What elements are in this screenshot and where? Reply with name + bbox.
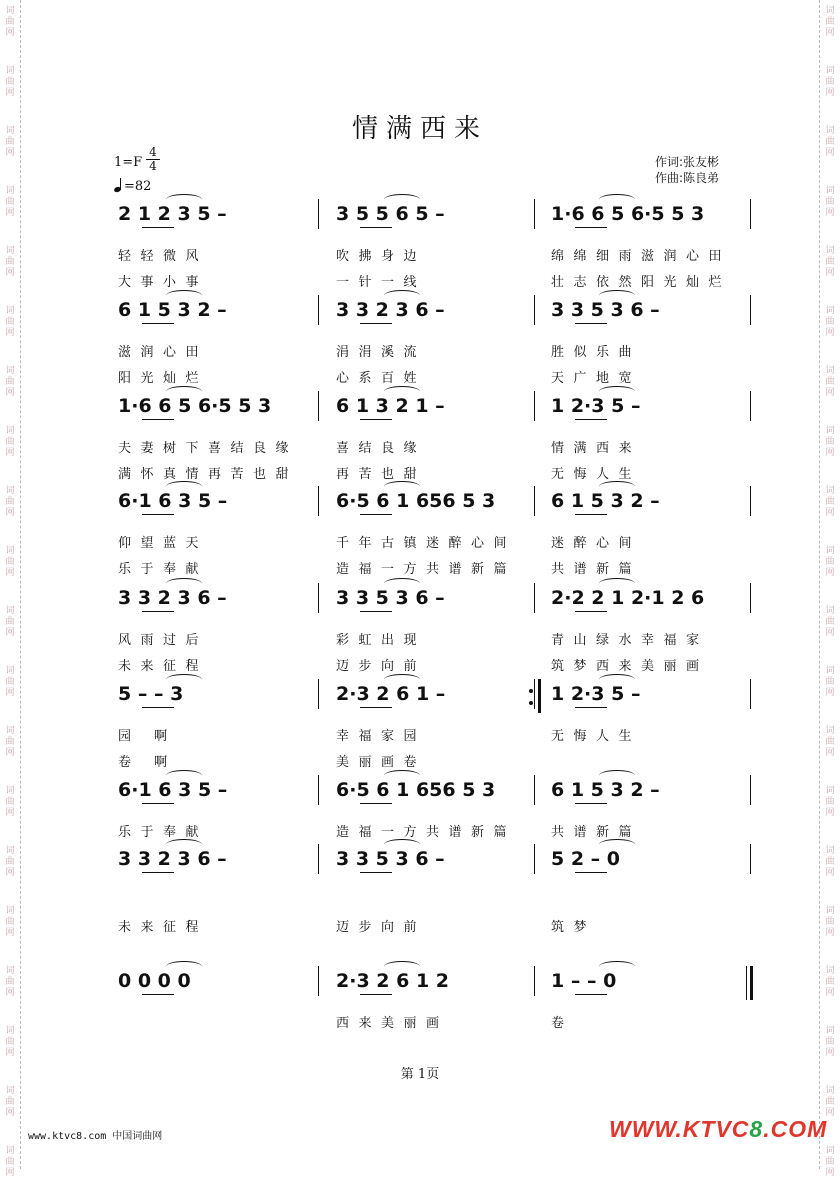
beam-underline xyxy=(360,419,392,420)
barline xyxy=(534,199,535,229)
barline xyxy=(318,583,319,613)
lyric-line: 未来征程 xyxy=(118,659,209,674)
beam-underline xyxy=(360,323,392,324)
watermark-text: 词 曲 网 xyxy=(825,726,835,758)
lyric-line: 风雨过后 xyxy=(118,633,209,648)
watermark-text: 词 曲 网 xyxy=(825,1086,835,1118)
lyric-line: 幸福家园 xyxy=(336,729,427,744)
barline xyxy=(750,391,751,421)
lyric-line: 卷 啊 xyxy=(118,755,177,770)
slur-arc xyxy=(384,290,420,301)
barline xyxy=(318,775,319,805)
lyric-line: 造福一方共谱新篇 xyxy=(336,562,517,577)
slur-arc xyxy=(166,290,202,301)
lyric-line: 未来征程 xyxy=(118,920,209,935)
lyric-line: 园 啊 xyxy=(118,729,177,744)
watermark-text: 词 曲 网 xyxy=(825,1146,835,1178)
watermark-text: 词 曲 网 xyxy=(825,906,835,938)
notation-measure: 1 2·3 5 – xyxy=(551,395,641,417)
watermark-text: 词 曲 网 xyxy=(5,1086,15,1118)
watermark-text: 词 曲 网 xyxy=(825,366,835,398)
lyric-line: 绵绵细雨滋润心田 xyxy=(551,249,732,264)
barline xyxy=(318,486,319,516)
lyric-line: 无悔人生 xyxy=(551,729,642,744)
lyric-line: 仰望蓝天 xyxy=(118,536,209,551)
lyric-line: 阳光灿烂 xyxy=(118,371,209,386)
slur-arc xyxy=(599,839,635,850)
beam-underline xyxy=(575,994,607,995)
logo-text: WWW.KTVC xyxy=(609,1116,750,1142)
lyric-line: 迷醉心间 xyxy=(551,536,642,551)
notation-measure: 6·1 6 3 5 – xyxy=(118,490,228,512)
beam-underline xyxy=(575,514,607,515)
slur-arc xyxy=(384,194,420,205)
beam-underline xyxy=(360,707,392,708)
barline xyxy=(750,775,751,805)
lyric-line: 喜结良缘 xyxy=(336,441,427,456)
notation-measure: 1·6 6 5 6·5 5 3 xyxy=(118,395,272,417)
lyric-line: 轻轻微风 xyxy=(118,249,209,264)
lyric-line: 乐于奉献 xyxy=(118,825,209,840)
barline xyxy=(318,199,319,229)
watermark-text: 词 曲 网 xyxy=(825,306,835,338)
time-signature-top: 4 xyxy=(149,145,157,159)
slur-arc xyxy=(384,674,420,685)
barline xyxy=(750,583,751,613)
slur-arc xyxy=(384,578,420,589)
beam-underline xyxy=(575,611,607,612)
watermark-text: 词 曲 网 xyxy=(825,846,835,878)
lyricist-credit: 作词:张友彬 xyxy=(655,155,720,169)
slur-arc xyxy=(166,578,202,589)
key-signature: 1=F xyxy=(114,155,143,170)
beam-underline xyxy=(142,227,174,228)
slur-arc xyxy=(384,386,420,397)
slur-arc xyxy=(599,290,635,301)
lyric-line: 大事小事 xyxy=(118,275,209,290)
lyric-line: 千年古镇迷醉心间 xyxy=(336,536,517,551)
repeat-barline xyxy=(538,679,541,713)
final-barline xyxy=(750,966,753,1000)
notation-measure: 3 3 5 3 6 – xyxy=(336,848,445,870)
slur-arc xyxy=(599,194,635,205)
beam-underline xyxy=(142,514,174,515)
notation-measure: 6·5 6 1 656 5 3 xyxy=(336,779,496,801)
lyric-line: 西来美丽画 xyxy=(336,1016,449,1031)
lyric-line: 壮志依然阳光灿烂 xyxy=(551,275,732,290)
lyric-line: 夫妻树下喜结良缘 xyxy=(118,441,299,456)
watermark-text: 词 曲 网 xyxy=(5,906,15,938)
watermark-text: 词 曲 网 xyxy=(825,126,835,158)
watermark-text: 词 曲 网 xyxy=(825,786,835,818)
notation-measure: 6 1 5 3 2 – xyxy=(118,299,227,321)
watermark-text: 词 曲 网 xyxy=(5,1026,15,1058)
barline xyxy=(750,486,751,516)
beam-underline xyxy=(142,803,174,804)
slur-arc xyxy=(166,961,202,972)
notation-measure: 2·2 2 1 2·1 2 6 xyxy=(551,587,705,609)
watermark-text: 词 曲 网 xyxy=(5,786,15,818)
watermark-text: 词 曲 网 xyxy=(5,426,15,458)
watermark-text: 词 曲 网 xyxy=(825,546,835,578)
logo-accent: 8 xyxy=(749,1116,764,1142)
notation-measure: 0 0 0 0 xyxy=(118,970,191,992)
barline xyxy=(534,844,535,874)
beam-underline xyxy=(142,419,174,420)
footer-logo xyxy=(609,1116,827,1143)
beam-underline xyxy=(360,803,392,804)
barline xyxy=(534,679,535,709)
barline xyxy=(318,679,319,709)
notation-measure: 3 3 5 3 6 – xyxy=(336,587,445,609)
lyric-line: 满怀真情再苦也甜 xyxy=(118,467,299,482)
slur-arc xyxy=(384,839,420,850)
watermark-text: 词 曲 网 xyxy=(5,666,15,698)
watermark-text: 词 曲 网 xyxy=(5,246,15,278)
lyric-line: 青山绿水幸福家 xyxy=(551,633,709,648)
lyric-line: 美丽画卷 xyxy=(336,755,427,770)
watermark-text: 词 曲 网 xyxy=(5,486,15,518)
lyric-line: 造福一方共谱新篇 xyxy=(336,825,517,840)
logo-tail: .COM xyxy=(763,1116,828,1142)
time-signature-bottom: 4 xyxy=(146,159,160,173)
footer-site-text: www.ktvc8.com 中国词曲网 xyxy=(28,1131,163,1142)
notation-measure: 6 1 5 3 2 – xyxy=(551,779,660,801)
beam-underline xyxy=(142,872,174,873)
beam-underline xyxy=(142,611,174,612)
watermark-text: 词 曲 网 xyxy=(5,186,15,218)
slur-arc xyxy=(166,386,202,397)
notation-measure: 6 1 5 3 2 – xyxy=(551,490,660,512)
notation-measure: 3 3 2 3 6 – xyxy=(336,299,445,321)
barline xyxy=(318,844,319,874)
watermark-text: 词 曲 网 xyxy=(5,546,15,578)
lyric-line: 共谱新篇 xyxy=(551,825,642,840)
watermark-text: 词 曲 网 xyxy=(5,1146,15,1178)
notation-measure: 1·6 6 5 6·5 5 3 xyxy=(551,203,705,225)
watermark-text: 词 曲 网 xyxy=(825,606,835,638)
lyric-line: 吹拂身边 xyxy=(336,249,427,264)
barline xyxy=(750,295,751,325)
slur-arc xyxy=(599,674,635,685)
lyric-line: 一针一线 xyxy=(336,275,427,290)
notation-measure: 3 3 2 3 6 – xyxy=(118,587,227,609)
final-barline-thin xyxy=(746,966,747,1000)
barline xyxy=(318,295,319,325)
beam-underline xyxy=(575,872,607,873)
slur-arc xyxy=(166,839,202,850)
repeat-dot xyxy=(529,689,533,693)
watermark-text: 词 曲 网 xyxy=(825,486,835,518)
beam-underline xyxy=(575,227,607,228)
slur-arc xyxy=(166,674,202,685)
lyric-line: 彩虹出现 xyxy=(336,633,427,648)
repeat-dot xyxy=(529,701,533,705)
notation-measure: 3 3 2 3 6 – xyxy=(118,848,227,870)
beam-underline xyxy=(142,994,174,995)
lyric-line: 筑梦 xyxy=(551,920,597,935)
beam-underline xyxy=(575,419,607,420)
barline xyxy=(534,295,535,325)
lyric-line: 卷 xyxy=(551,1016,574,1031)
slur-arc xyxy=(384,481,420,492)
lyric-line: 乐于奉献 xyxy=(118,562,209,577)
slur-arc xyxy=(166,194,202,205)
barline xyxy=(534,966,535,996)
notation-measure: 3 3 5 3 6 – xyxy=(551,299,660,321)
beam-underline xyxy=(360,872,392,873)
watermark-text: 词 曲 网 xyxy=(5,66,15,98)
notation-measure: 1 2·3 5 – xyxy=(551,683,641,705)
notation-measure: 3 5 5 6 5 – xyxy=(336,203,445,225)
watermark-text: 词 曲 网 xyxy=(5,846,15,878)
lyric-line: 心系百姓 xyxy=(336,371,427,386)
barline xyxy=(534,391,535,421)
watermark-text: 词 曲 网 xyxy=(825,666,835,698)
barline xyxy=(318,391,319,421)
lyric-line: 天广地宽 xyxy=(551,371,642,386)
watermark-text: 词 曲 网 xyxy=(825,1026,835,1058)
watermark-text: 词 曲 网 xyxy=(5,726,15,758)
slur-arc xyxy=(599,578,635,589)
watermark-text: 词 曲 网 xyxy=(825,426,835,458)
slur-arc xyxy=(166,770,202,781)
watermark-text: 词 曲 网 xyxy=(5,606,15,638)
barline xyxy=(750,679,751,709)
slur-arc xyxy=(166,481,202,492)
lyric-line: 筑梦西来美丽画 xyxy=(551,659,709,674)
barline xyxy=(534,583,535,613)
notation-measure: 6 1 3 2 1 – xyxy=(336,395,445,417)
lyric-line: 无悔人生 xyxy=(551,467,642,482)
watermark-text: 词 曲 网 xyxy=(825,6,835,38)
notation-measure: 5 – – 3 xyxy=(118,683,184,705)
beam-underline xyxy=(575,803,607,804)
lyric-line: 滋润心田 xyxy=(118,345,209,360)
barline xyxy=(534,486,535,516)
notation-measure: 1 – – 0 xyxy=(551,970,617,992)
slur-arc xyxy=(384,961,420,972)
page-number: 第 1页 xyxy=(400,1067,440,1082)
beam-underline xyxy=(360,514,392,515)
slur-arc xyxy=(599,961,635,972)
song-title: 情满西来 xyxy=(351,114,488,144)
lyric-line: 胜似乐曲 xyxy=(551,345,642,360)
watermark-text: 词 曲 网 xyxy=(5,966,15,998)
barline xyxy=(318,966,319,996)
watermark-text: 词 曲 网 xyxy=(825,966,835,998)
beam-underline xyxy=(360,227,392,228)
beam-underline xyxy=(142,707,174,708)
beam-underline xyxy=(575,323,607,324)
notation-measure: 2·3 2 6 1 2 xyxy=(336,970,449,992)
watermark-text: 词 曲 网 xyxy=(5,126,15,158)
lyric-line: 共谱新篇 xyxy=(551,562,642,577)
watermark-text: 词 曲 网 xyxy=(825,186,835,218)
tempo-value: =82 xyxy=(124,179,152,194)
beam-underline xyxy=(360,611,392,612)
slur-arc xyxy=(599,481,635,492)
slur-arc xyxy=(384,770,420,781)
watermark-text: 词 曲 网 xyxy=(5,306,15,338)
barline xyxy=(750,199,751,229)
notation-measure: 6·1 6 3 5 – xyxy=(118,779,228,801)
slur-arc xyxy=(599,386,635,397)
lyric-line: 情满西来 xyxy=(551,441,642,456)
watermark-text: 词 曲 网 xyxy=(5,366,15,398)
lyric-line: 涓涓溪流 xyxy=(336,345,427,360)
barline xyxy=(534,775,535,805)
lyric-line: 再苦也甜 xyxy=(336,467,427,482)
composer-credit: 作曲:陈良弟 xyxy=(655,171,720,185)
watermark-text: 词 曲 网 xyxy=(825,66,835,98)
beam-underline xyxy=(575,707,607,708)
beam-underline xyxy=(360,994,392,995)
beam-underline xyxy=(142,323,174,324)
barline xyxy=(750,844,751,874)
watermark-text: 词 曲 网 xyxy=(5,6,15,38)
notation-measure: 2·3 2 6 1 – xyxy=(336,683,446,705)
notation-measure: 5 2 – 0 xyxy=(551,848,621,870)
lyric-line: 迈步向前 xyxy=(336,659,427,674)
lyric-line: 迈步向前 xyxy=(336,920,427,935)
watermark-text: 词 曲 网 xyxy=(825,246,835,278)
notation-measure: 2 1 2 3 5 – xyxy=(118,203,227,225)
slur-arc xyxy=(599,770,635,781)
notation-measure: 6·5 6 1 656 5 3 xyxy=(336,490,496,512)
